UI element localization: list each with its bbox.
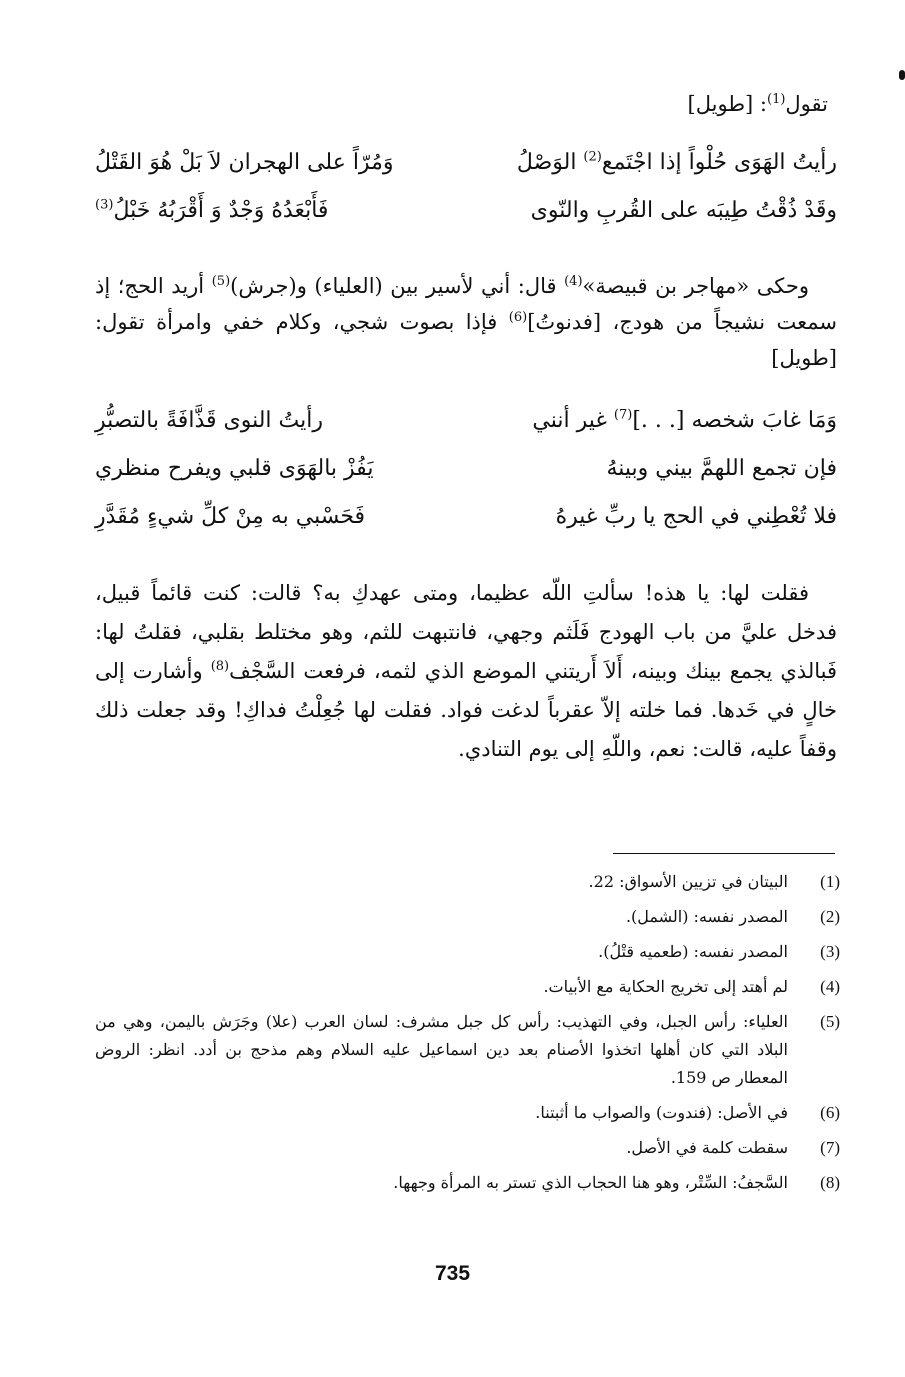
- footnote-ref: (2): [583, 149, 602, 165]
- footnote-number: (1): [820, 872, 840, 891]
- footnote-ref: (3): [95, 197, 114, 213]
- footnote-number: (5): [820, 1012, 840, 1031]
- footnote-text: البيتان في تزيين الأسواق: 22.: [588, 872, 788, 891]
- intro-text: تقول: [785, 92, 828, 116]
- footnote-item: [95, 903, 840, 931]
- footnote-text: المصدر نفسه: (طعميه قتْلُ).: [598, 942, 788, 961]
- verse-first-hemistich: وقَدْ ذُقْتُ طِيبَه على القُربِ والنّوى: [530, 198, 837, 223]
- verse-second-hemistich: وَمُرّاً على الهجران لاَ بَلْ هُوَ القَتْلُ: [95, 150, 394, 175]
- verse-second-hemistich: فَأَبْعَدُهُ وَجْدٌ وَ أَقْرَبُهُ خَبْلُ$^{(3)}$: [95, 197, 329, 223]
- footnote-ref: (5): [211, 274, 231, 289]
- footnote-item: [95, 868, 840, 896]
- verse-first-hemistich: رأيتُ الهَوَى حُلْواً إذا اجْتَمع$^{(2)}$ الوَصْلُ: [516, 149, 837, 175]
- verse-first-hemistich: فلا تُعْطِني في الحج يا ربِّ غيرهُ: [555, 504, 837, 529]
- footnote-item: [95, 973, 840, 1001]
- footnote-divider: [613, 853, 835, 854]
- paragraph-narration: وحكى «مهاجر بن قبيصة»$^{(4)}$ قال: أني لأسير بين (العلياء) و(جرش)$^{(5)}$ أريد الحج؛ إذ سمعت نشيجاً من هودج، [فدنوتُ]$^{(6)}$ فإذا بصوت شجي، وكلام خفي وامرأة تقول: [طويل]: [95, 274, 837, 370]
- footnote-item: [95, 938, 840, 966]
- verse-first-hemistich: وَمَا غابَ شخصه [. . .]$^{(7)}$ غير أنني: [532, 407, 837, 433]
- footnote-number: (4): [820, 977, 840, 996]
- footnote-ref: (6): [508, 310, 528, 325]
- verse-second-hemistich: رأيتُ النوى قَذَّافَةً بالتصبُّرِ: [95, 408, 323, 433]
- poem-second: [95, 408, 837, 552]
- verse-line: [95, 150, 837, 198]
- page-number: 735: [434, 1262, 471, 1285]
- footnote-text: سقطت كلمة في الأصل.: [626, 1138, 788, 1157]
- footnote-item: [95, 1099, 840, 1127]
- poem-first: [95, 150, 837, 246]
- intro-line: [688, 92, 828, 116]
- verse-line: [95, 408, 837, 456]
- footnote-item: [95, 1169, 840, 1197]
- footnote-ref: (7): [613, 407, 633, 423]
- footnotes: [95, 868, 840, 1204]
- footnote-text: لم أهتد إلى تخريج الحكاية مع الأبيات.: [543, 977, 788, 996]
- footnote-number: (7): [820, 1138, 840, 1157]
- footnote-item: [95, 1134, 840, 1162]
- footnote-number: (8): [820, 1173, 840, 1192]
- verse-line: [95, 504, 837, 552]
- meter-label: : [طويل]: [687, 92, 767, 116]
- margin-dot: [899, 70, 905, 80]
- verse-line: [95, 198, 837, 246]
- footnote-text: العلياء: رأس الجبل، وفي التهذيب: رأس كل جبل مشرف: لسان العرب (علا) وجَرَش باليمن، وهي من البلاد التي كان أهلها اتخذوا الأصنام بعد دين اسماعيل عليه السلام وهم مذحج بن أدد. انظر: الروض المعطار ص 159.: [95, 1012, 788, 1087]
- footnote-number: (6): [820, 1103, 840, 1122]
- verse-second-hemistich: يَفُزْ بالهَوَى قلبي ويفرح منظري: [95, 456, 374, 481]
- footnote-text: المصدر نفسه: (الشمل).: [625, 907, 788, 926]
- verse-line: [95, 456, 837, 504]
- footnote-ref: (8): [210, 659, 230, 674]
- footnote-number: (3): [820, 942, 840, 961]
- verse-second-hemistich: فَحَسْبي به مِنْ كلِّ شيءٍ مُقَدَّرِ: [95, 504, 366, 529]
- footnote-text: السَّجفُ: السِّتْر، وهو هنا الحجاب الذي تستر به المرأة وجهها.: [393, 1173, 788, 1192]
- footnote-item: [95, 1008, 840, 1092]
- verse-first-hemistich: فإن تجمع اللهمَّ بيني وبينهُ: [606, 456, 837, 481]
- paragraph-dialogue: فقلت لها: يا هذه! سألتِ اللّه عظيما، ومتى عهدكِ به؟ قالت: كنت قائماً قبيل، فدخل عليَّ من باب الهودج فَلَثم وجهي، فانتبهت للثم، وهو مختلط بقلبي، فقلتُ لها: فَبالذي يجمع بينك وبينه، أَلاَ أَريتني الموضع الذي لثمه، فرفعت السَّجْف$^{(8)}$ وأشارت إلى خالٍ في خَدها. فما خلته إلاّ عقرباً لدغت فواد. فقلت لها جُعِلْتُ فداكِ! وقد جعلت ذلك وقفاً عليه، قالت: نعم، واللّهِ إلى يوم التنادي.: [95, 581, 838, 761]
- footnote-number: (2): [820, 907, 840, 926]
- footnote-ref: (1): [766, 92, 786, 107]
- footnote-ref: (4): [564, 274, 583, 289]
- footnote-text: في الأصل: (فندوت) والصواب ما أثبتنا.: [535, 1103, 788, 1122]
